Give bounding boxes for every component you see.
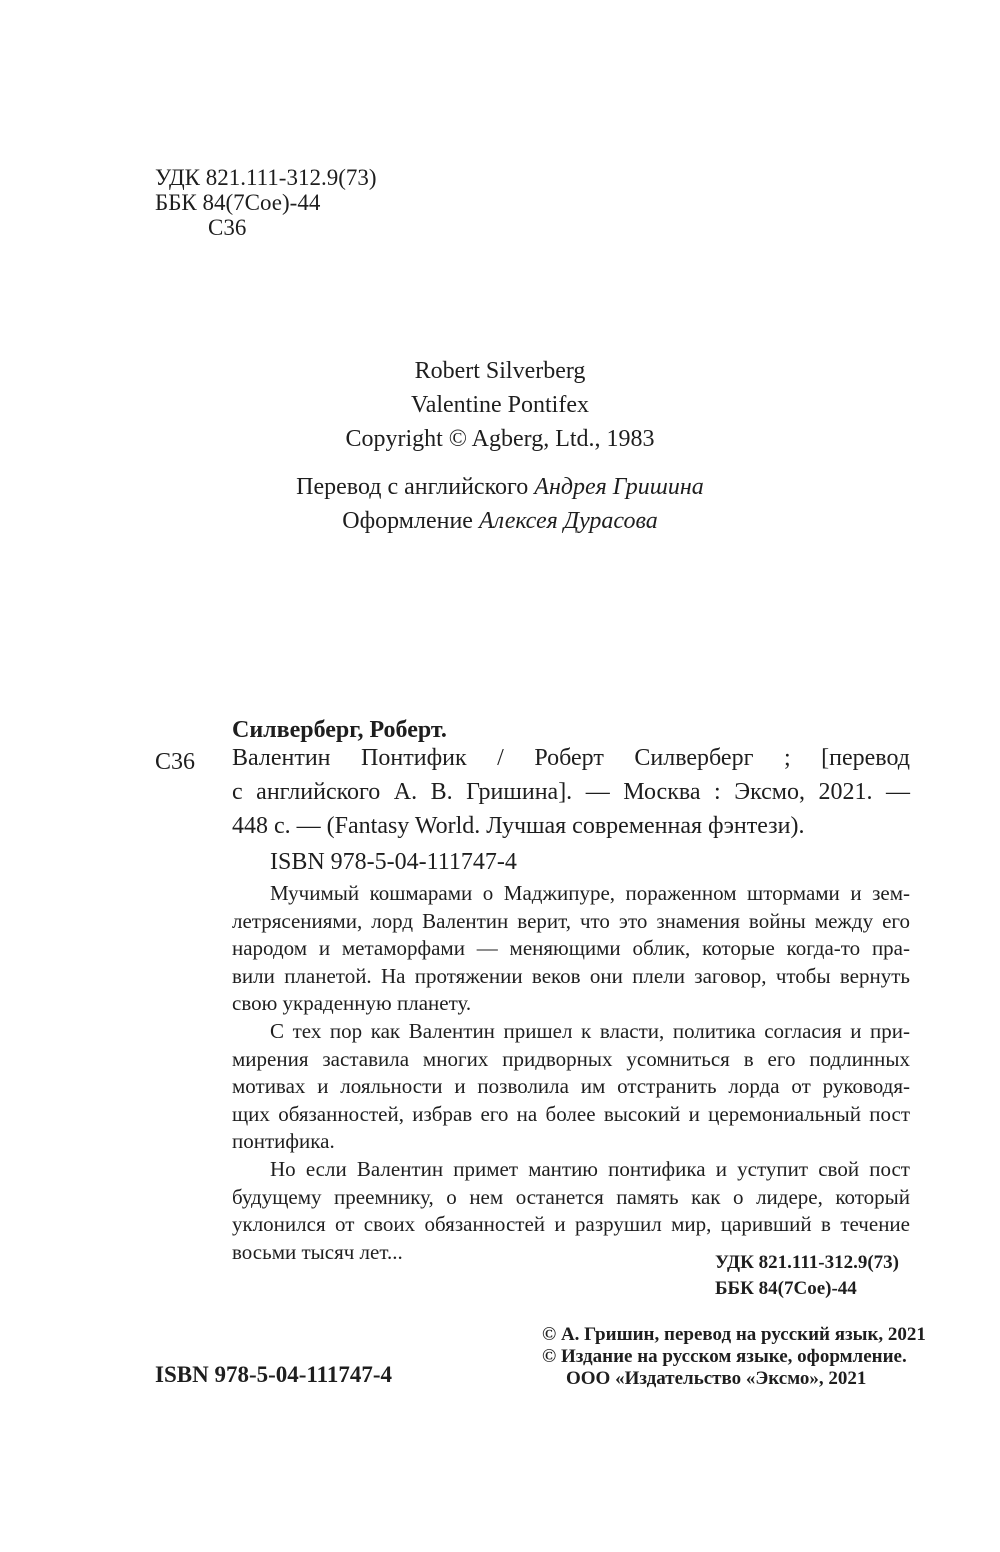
annotation-line: народом и метаморфами — меняющими облик, которые когда-то пра- [232,936,910,961]
annotation-line: восьми тысяч лет... [232,1239,403,1264]
annotation-line: Мучимый кошмарами о Маджипуре, пораженном штормами и зем- [270,881,910,905]
catalog-entry-line: с английского А. В. Гришина]. — Москва : Эксмо, 2021. — [232,779,910,805]
copyright-notices [542,1324,926,1390]
designer-name: Алексея Дурасова [478,508,658,534]
annotation-line: вили планетой. На протяжении веков они плели заговор, чтобы вернуть [232,963,910,988]
top-classification-codes [155,165,377,240]
bottom-classification-codes [715,1250,899,1302]
annotation-line: мотивах и лояльности и позволила им отстранить лорда от руководя- [232,1074,910,1099]
credits [0,470,1000,538]
design-prefix: Оформление [342,508,473,534]
publisher-copyright: ООО «Издательство «Эксмо», 2021 [566,1368,867,1389]
catalog-author-heading: Силверберг, Роберт. [232,717,447,743]
translator-name: Андрея Гришина [534,474,704,500]
catalog-entry [232,741,910,843]
annotation-line: будущему преемнику, о нем останется память как о лидере, который [232,1184,910,1209]
annotation-line: мирения заставила многих придворных усомниться в его подлинных [232,1046,910,1071]
original-title: Valentine Pontifex [411,392,589,418]
translation-prefix: Перевод с английского [296,474,529,500]
annotation [232,880,910,1266]
design-credit [0,504,1000,538]
annotation-line: Но если Валентин примет мантию понтифика и уступит свой пост [270,1156,910,1181]
original-copyright: Copyright © Agberg, Ltd., 1983 [345,426,655,452]
original-edition-info [0,354,1000,456]
bbk-code: ББК 84(7Сое)-44 [155,190,321,215]
author-sign-code: С36 [208,215,247,240]
catalog-sign: С36 [155,749,196,775]
annotation-line: С тех пор как Валентин пришел к власти, политика согласия и при- [270,1018,910,1043]
bottom-isbn: ISBN 978-5-04-111747-4 [155,1362,393,1387]
original-author: Robert Silverberg [414,358,586,384]
catalog-entry-line: 448 с. — (Fantasy World. Лучшая современная фэнтези). [232,813,805,839]
edition-copyright: © Издание на русском языке, оформление. [542,1346,907,1367]
annotation-line: летрясениями, лорд Валентин верит, что это знамения войны между его [232,908,910,933]
annotation-line: понтифика. [232,1129,335,1154]
udk-code: УДК 821.111-312.9(73) [155,165,377,190]
annotation-line: свою украденную планету. [232,991,472,1016]
catalog-isbn: ISBN 978-5-04-111747-4 [270,849,517,875]
catalog-entry-line: Валентин Понтифик / Роберт Силверберг ; [перевод [232,745,910,771]
bottom-bbk-code: ББК 84(7Сое)-44 [715,1278,857,1299]
bottom-udk-code: УДК 821.111-312.9(73) [715,1252,900,1273]
translation-copyright: © А. Гришин, перевод на русский язык, 2021 [542,1324,926,1345]
translation-credit [0,470,1000,504]
annotation-line: щих обязанностей, избрав его на более высокий и церемониальный пост [232,1101,910,1126]
annotation-line: уклонился от своих обязанностей и разрушил мир, царивший в течение [232,1212,910,1237]
